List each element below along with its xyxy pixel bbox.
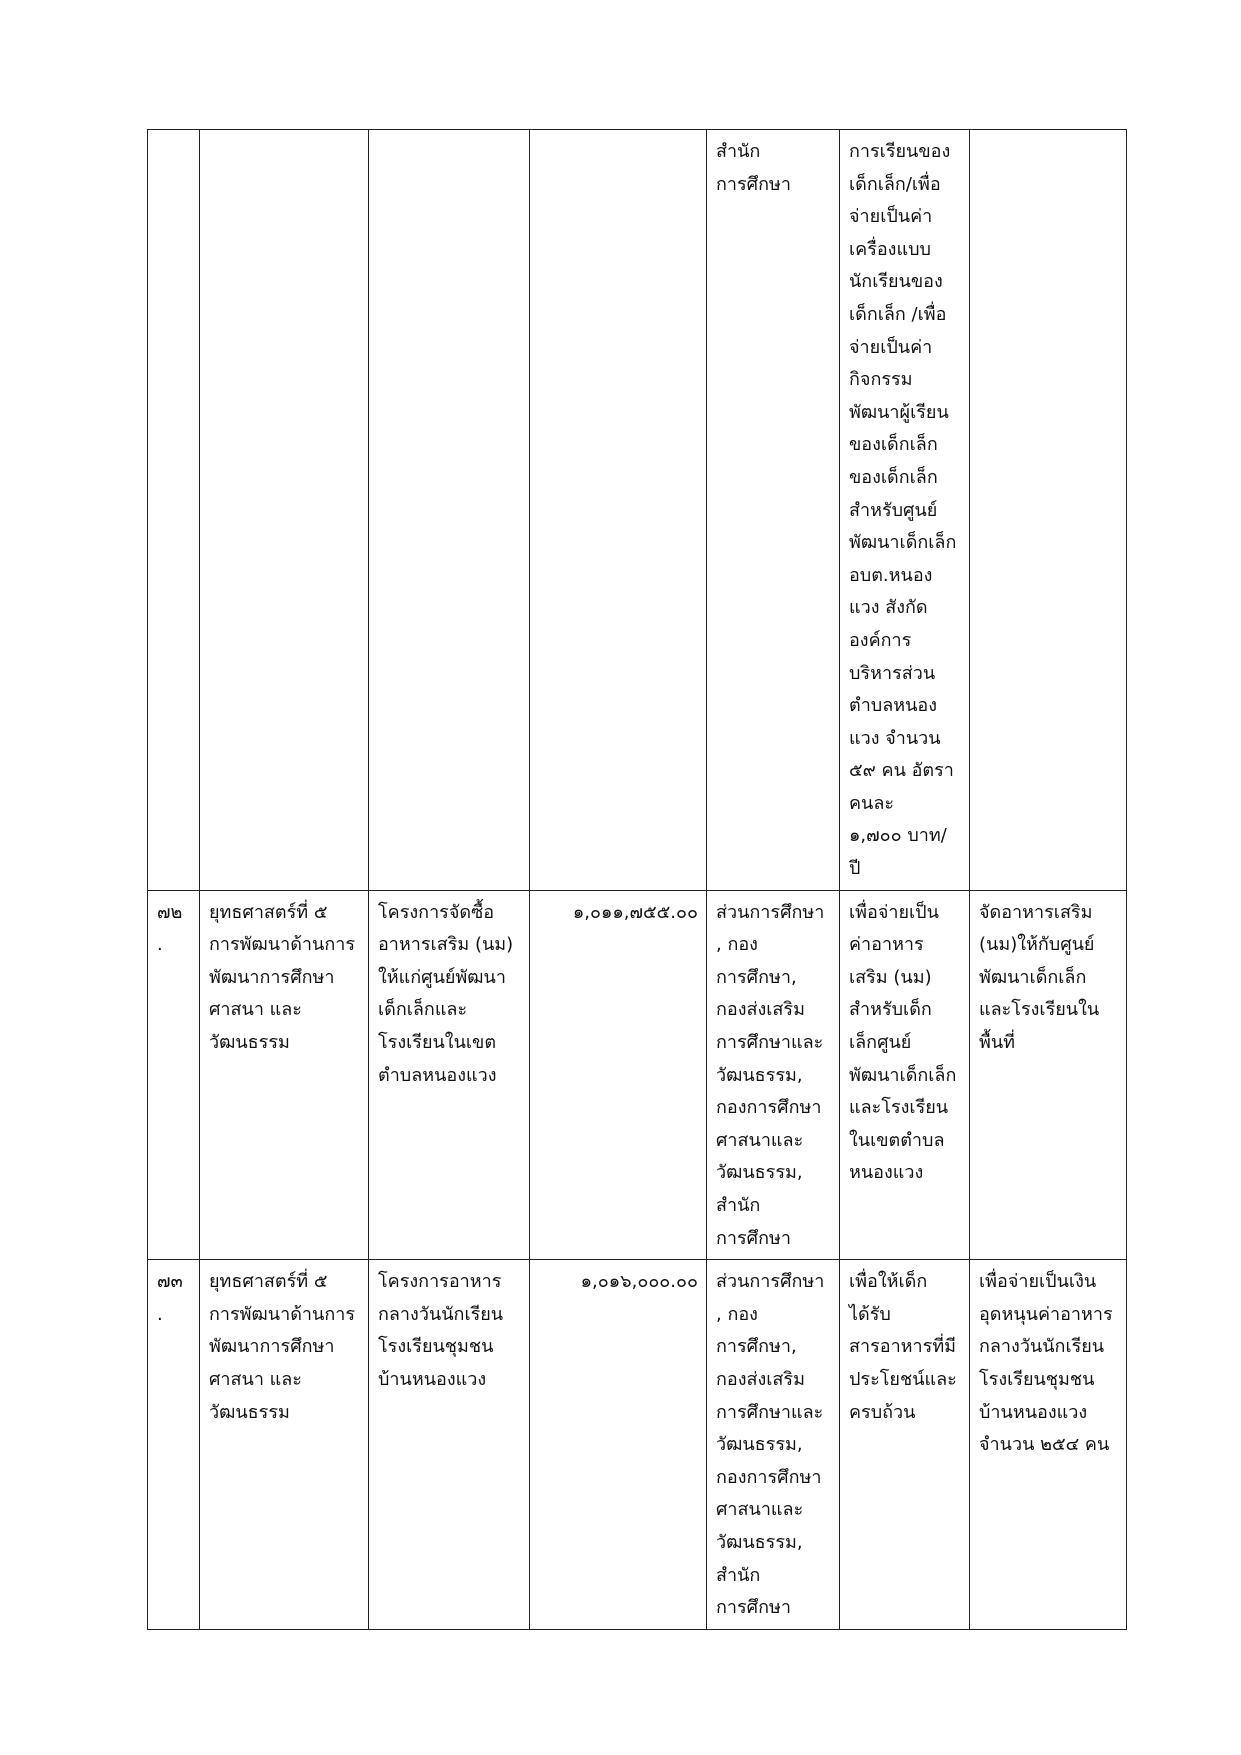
cell-line: ตำบลหนอง <box>849 695 938 717</box>
cell-strategy <box>200 890 369 1260</box>
cell-strategy <box>200 130 369 891</box>
cell-line: กลางวันนักเรียน <box>378 1303 504 1325</box>
cell-output <box>970 130 1127 891</box>
cell-line: สำนัก <box>716 141 761 162</box>
cell-line: การพัฒนาด้านการ <box>209 934 355 956</box>
cell-line: โรงเรียนในเขต <box>378 1032 497 1054</box>
cell-line: โครงการจัดซื้อ <box>378 901 495 923</box>
cell-line: องค์การ <box>849 629 912 651</box>
cell-line: การศึกษา <box>716 1597 791 1619</box>
cell-line: คนละ <box>849 792 895 814</box>
cell-objective <box>840 130 970 891</box>
cell-line: ๗๒ <box>157 901 183 923</box>
cell-line: โครงการอาหาร <box>378 1271 502 1293</box>
cell-line: การศึกษา, <box>716 966 797 988</box>
cell-line: การเรียนของ <box>849 141 951 162</box>
cell-line: เพื่อจ่ายเป็น <box>849 901 939 923</box>
cell-line: บ้านหนองแวง <box>378 1368 487 1390</box>
cell-objective <box>840 890 970 1260</box>
cell-line: ศาสนา และ <box>209 1368 302 1390</box>
cell-line: บริหารส่วน <box>849 662 936 684</box>
cell-line: สำนัก <box>716 1195 761 1216</box>
cell-strategy <box>200 1260 369 1630</box>
cell-line: กองการศึกษา <box>716 1097 822 1119</box>
cell-line: การศึกษา <box>716 173 791 195</box>
cell-line: พัฒนาเด็กเล็ก <box>849 1064 957 1086</box>
cell-line: , กอง <box>716 934 758 956</box>
cell-line: พัฒนาเด็กเล็ก <box>849 532 957 554</box>
cell-line: ได้รับ <box>849 1303 891 1325</box>
cell-output <box>970 890 1127 1260</box>
cell-line: ให้แก่ศูนย์พัฒนา <box>378 966 506 988</box>
cell-line: อาหารเสริม (นม) <box>378 934 514 956</box>
cell-line: ของเด็กเล็ก <box>849 434 938 456</box>
cell-line: กองส่งเสริม <box>716 999 805 1021</box>
cell-line: ๕๙ คน อัตรา <box>849 760 954 782</box>
cell-line: วัฒนธรรม, <box>716 1162 803 1184</box>
cell-line: เด็กเล็กและ <box>378 999 468 1021</box>
cell-line: เพื่อจ่ายเป็นเงิน <box>979 1271 1097 1293</box>
cell-line: การศึกษา, <box>716 1336 797 1358</box>
cell-line: ๑,๗๐๐ บาท/ <box>849 825 947 847</box>
cell-line: แวง สังกัด <box>849 597 928 619</box>
cell-project <box>369 890 530 1260</box>
cell-project <box>369 1260 530 1630</box>
cell-no <box>148 130 200 891</box>
cell-line: แวง จำนวน <box>849 727 941 749</box>
cell-line: ค่าอาหาร <box>849 934 924 956</box>
cell-line: หนองแวง <box>849 1162 924 1184</box>
cell-line: ศาสนาและ <box>716 1129 804 1151</box>
cell-line: การพัฒนาด้านการ <box>209 1303 355 1325</box>
cell-line: สำหรับศูนย์ <box>849 499 938 521</box>
cell-no <box>148 1260 200 1630</box>
cell-budget: ๑,๐๑๑,๗๕๕.๐๐ <box>530 890 707 1260</box>
cell-line: และโรงเรียน <box>849 1097 949 1119</box>
table-row <box>148 890 1127 1260</box>
cell-line: วัฒนธรรม, <box>716 1064 803 1086</box>
cell-line: ครบถ้วน <box>849 1401 916 1423</box>
cell-line: วัฒนธรรม, <box>716 1434 803 1456</box>
cell-objective <box>840 1260 970 1630</box>
cell-agency <box>707 1260 840 1630</box>
cell-line: จ่ายเป็นค่า <box>849 336 933 358</box>
cell-line: ในเขตตำบล <box>849 1129 945 1151</box>
table-row <box>148 130 1127 891</box>
cell-line: ส่วนการศึกษา <box>716 1271 825 1293</box>
cell-line: ยุทธศาสตร์ที่ ๕ <box>209 901 328 923</box>
cell-line: ศาสนา และ <box>209 999 302 1021</box>
cell-line: . <box>157 934 163 956</box>
table-row <box>148 1260 1127 1630</box>
cell-line: กลางวันนักเรียน <box>979 1336 1105 1358</box>
cell-line: เพื่อให้เด็ก <box>849 1271 928 1293</box>
cell-line: ยุทธศาสตร์ที่ ๕ <box>209 1271 328 1293</box>
cell-line: อุดหนุนค่าอาหาร <box>979 1303 1113 1325</box>
cell-line: เด็กเล็ก/เพื่อ <box>849 173 941 195</box>
cell-line: เด็กเล็ก /เพื่อ <box>849 303 947 325</box>
cell-line: ประโยชน์และ <box>849 1368 957 1390</box>
cell-line: วัฒนธรรม <box>209 1401 290 1423</box>
cell-line: การศึกษาและ <box>716 1032 824 1054</box>
cell-line: วัฒนธรรม <box>209 1032 290 1054</box>
cell-line: เล็กศูนย์ <box>849 1032 912 1054</box>
cell-budget: ๑,๐๑๖,๐๐๐.๐๐ <box>530 1260 707 1630</box>
cell-line: จัดอาหารเสริม <box>979 901 1093 923</box>
cell-agency <box>707 890 840 1260</box>
cell-line: พื้นที่ <box>979 1032 1016 1054</box>
cell-line: , กอง <box>716 1303 758 1325</box>
cell-line: พัฒนาผู้เรียน <box>849 401 949 423</box>
cell-line: . <box>157 1303 163 1325</box>
cell-line: และโรงเรียนใน <box>979 999 1100 1021</box>
cell-line: ส่วนการศึกษา <box>716 901 825 923</box>
cell-line: จ่ายเป็นค่า <box>849 206 933 228</box>
cell-line: นักเรียนของ <box>849 271 943 293</box>
cell-line: การศึกษา <box>716 1227 791 1249</box>
project-table <box>147 129 1127 1630</box>
cell-line: บ้านหนองแวง <box>979 1401 1088 1423</box>
cell-line: กิจกรรม <box>849 369 913 391</box>
cell-line: อบต.หนอง <box>849 564 933 586</box>
cell-line: พัฒนาการศึกษา <box>209 1336 335 1358</box>
cell-line: เสริม (นม) <box>849 966 932 988</box>
cell-line: ๗๓ <box>157 1271 183 1293</box>
cell-line: จำนวน ๒๕๔ คน <box>979 1434 1110 1456</box>
cell-line: สารอาหารที่มี <box>849 1336 957 1358</box>
cell-line: กองการศึกษา <box>716 1466 822 1488</box>
cell-no <box>148 890 200 1260</box>
cell-line: โรงเรียนชุมชน <box>979 1368 1095 1390</box>
cell-line: วัฒนธรรม, <box>716 1531 803 1553</box>
cell-line: ตำบลหนองแวง <box>378 1064 497 1086</box>
cell-line: ของเด็กเล็ก <box>849 466 938 488</box>
cell-agency <box>707 130 840 891</box>
cell-output <box>970 1260 1127 1630</box>
cell-line: โรงเรียนชุมชน <box>378 1336 494 1358</box>
cell-line: สำนัก <box>716 1564 761 1586</box>
cell-project <box>369 130 530 891</box>
cell-line: พัฒนาเด็กเล็ก <box>979 966 1087 988</box>
cell-line: สำหรับเด็ก <box>849 999 932 1021</box>
cell-line: ปี <box>849 858 861 880</box>
cell-line: เครื่องแบบ <box>849 238 931 260</box>
cell-line: ศาสนาและ <box>716 1499 804 1521</box>
cell-line: พัฒนาการศึกษา <box>209 966 335 988</box>
cell-line: (นม)ให้กับศูนย์ <box>979 934 1095 956</box>
cell-line: การศึกษาและ <box>716 1401 824 1423</box>
cell-line: กองส่งเสริม <box>716 1368 805 1390</box>
cell-budget <box>530 130 707 891</box>
